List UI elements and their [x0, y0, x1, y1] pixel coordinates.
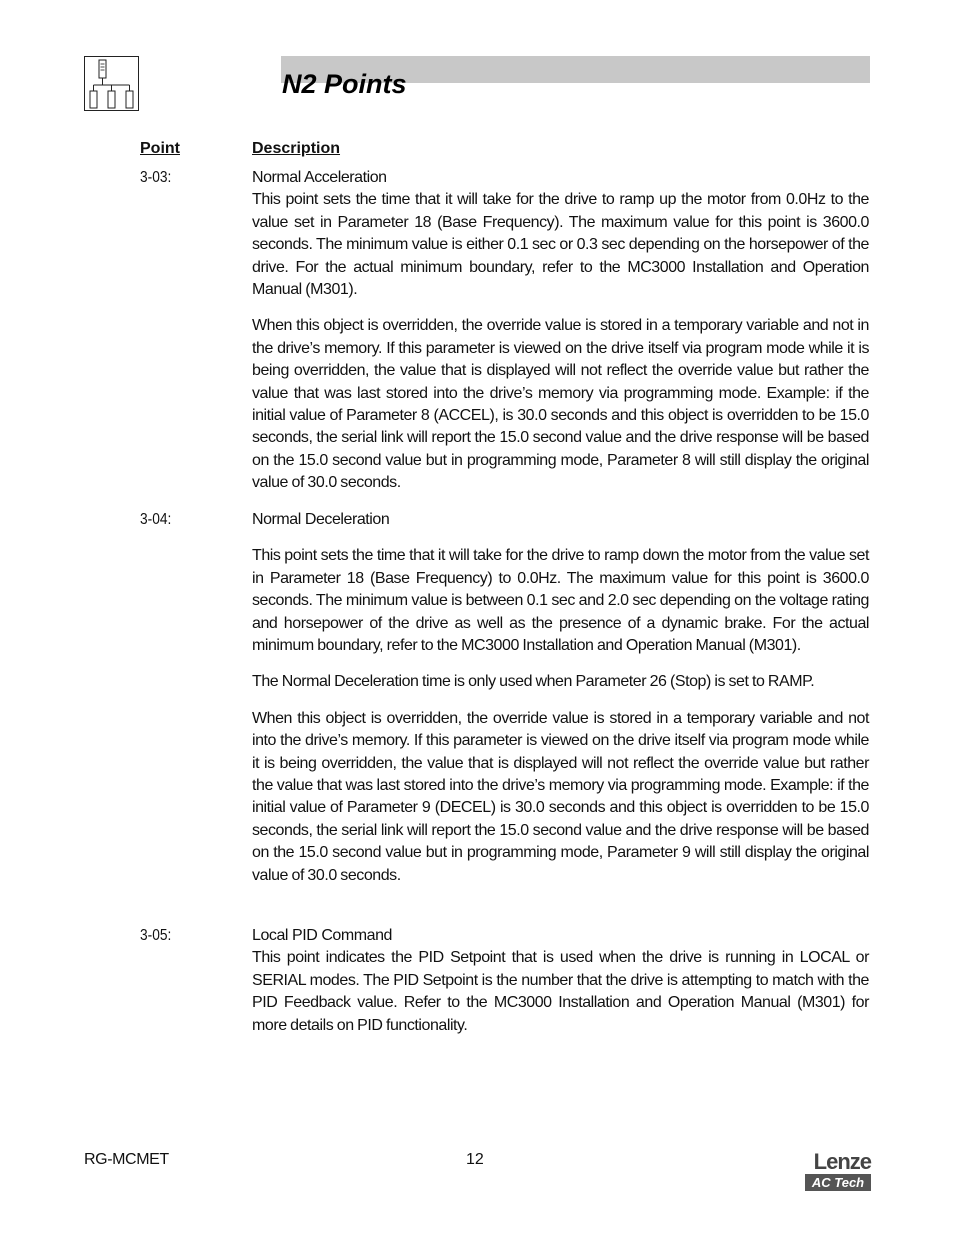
description-paragraph: When this object is overridden, the override value is stored in a temporary variable and not in the drive’s memory. If this parameter is viewed on the drive itself via program mode while it is being overridden, the value that is displayed will not reflect the override value but rather the value that was last stored into the drive’s memory via programming mode. Example: if the initial value of Parameter 8 (ACCEL), is 30.0 seconds and this object is overridden to be 15.0 seconds, the serial link will report the 15.0 second value and the drive response will be based on the 15.0 second value but in programming mode, Parameter 8 will still display the original value of 30.0 seconds.	[252, 317, 869, 492]
point-name: Normal Deceleration	[252, 511, 390, 528]
description-paragraph: This point sets the time that it will take for the drive to ramp down the motor from the value set in Parameter 18 (Base Frequency) to 0.0Hz. The maximum value for this point is 3600.0 seconds. The minimum value is between 0.1 sec and 2.0 sec depending on the voltage rating and horsepower of the drive as well as the presence of a dynamic brake. For the actual minimum boundary, refer to the MC3000 Installation and Operation Manual (M301).	[252, 547, 869, 655]
point-name: Local PID Command	[252, 927, 392, 944]
description-paragraph: When this object is overridden, the override value is stored in a temporary variable and not into the drive’s memory. If this parameter is viewed on the drive itself via program mode while it is being overridden, the value that is displayed will not reflect the override value but rather the value that was last stored into the drive’s memory via programming mode. Example: if the initial value of Parameter 9 (DECEL) is 30.0 seconds and this object is overridden to be 15.0 seconds, the serial link will report the 15.0 second value and the drive response will be based on the 15.0 second value but in programming mode, Parameter 9 will still display the original value of 30.0 seconds.	[252, 709, 869, 884]
point-id: 3-03:	[140, 169, 172, 186]
description-paragraph: The Normal Deceleration time is only used when Parameter 26 (Stop) is set to RAMP.	[252, 673, 815, 691]
network-diagram-icon	[84, 56, 139, 111]
point-description	[252, 167, 869, 495]
document-code: RG-MCMET	[84, 1151, 169, 1168]
point-description	[252, 925, 869, 1037]
description-paragraph: This point sets the time that it will take for the drive to ramp up the motor from 0.0Hz to the value set in Parameter 18 (Base Frequency). The maximum value for this point is 3600.0 seconds. The minimum value is either 0.1 sec or 0.3 sec depending on the horsepower of the drive. For the actual minimum boundary, refer to the MC3000 Installation and Operation Manual (M301).	[252, 191, 869, 299]
point-id: 3-04:	[140, 511, 172, 528]
description-paragraph: This point indicates the PID Setpoint that is used when the drive is running in LOCAL or SERIAL modes. The PID Setpoint is the number that the drive is attempting to match with the PID Feedback value. Refer to the MC3000 Installation and Operation Manual (M301) for more details on PID functionality.	[252, 949, 869, 1034]
brand-logo	[803, 1150, 871, 1194]
description-column-heading: Description	[252, 140, 341, 157]
brand-name: Lenze	[813, 1149, 871, 1174]
point-description	[252, 509, 869, 887]
point-column-heading: Point	[140, 140, 180, 157]
point-id: 3-05:	[140, 927, 172, 944]
page-number: 12	[466, 1151, 484, 1168]
point-name: Normal Acceleration	[252, 169, 387, 186]
page-title: N2 Points	[282, 69, 407, 99]
brand-subtitle: AC Tech	[805, 1174, 871, 1191]
